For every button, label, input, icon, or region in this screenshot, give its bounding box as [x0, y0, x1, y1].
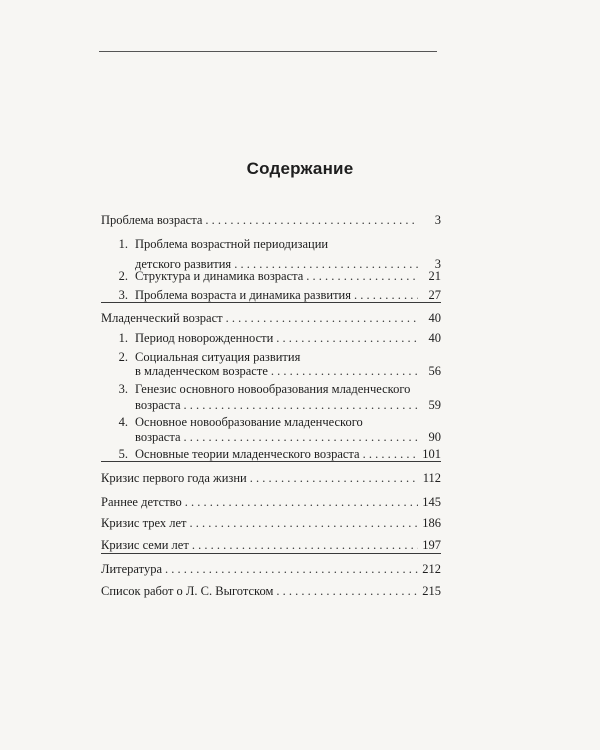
toc-page-number: 27 — [428, 288, 441, 302]
toc-page-number: 56 — [428, 364, 441, 378]
toc-entry-label-line1: Основное новообразование младенческого — [135, 415, 363, 429]
toc-page-number: 90 — [428, 430, 441, 444]
toc-page-number: 101 — [422, 447, 441, 461]
toc-entry-label: Структура и динамика возраста — [135, 269, 304, 283]
toc-subentry-genesis[interactable] — [110, 397, 441, 413]
toc-entry-seven-years-crisis[interactable] — [101, 537, 441, 553]
section-divider — [101, 461, 441, 462]
toc-entry-label: возраста — [135, 398, 181, 412]
toc-entry-label: Список работ о Л. С. Выготском — [101, 584, 274, 598]
toc-subentry-line1 — [110, 236, 328, 252]
toc-page-number: 40 — [428, 331, 441, 345]
toc-leader-dots — [205, 212, 418, 228]
toc-leader-dots — [189, 515, 418, 531]
toc-entry-number: 3. — [118, 288, 128, 302]
toc-entry-label: Кризис трех лет — [101, 516, 187, 530]
toc-page-number: 40 — [428, 311, 441, 325]
toc-entry-label: Период новорожденности — [135, 331, 274, 345]
toc-subentry-structure[interactable] — [110, 268, 441, 284]
toc-entry-label: Кризис первого года жизни — [101, 471, 247, 485]
toc-leader-dots — [250, 470, 418, 486]
toc-page-number: 59 — [428, 398, 441, 412]
toc-entry-label: детского развития — [135, 257, 232, 271]
toc-entry-label: Проблема возраста и динамика развития — [135, 288, 351, 302]
section-divider — [101, 553, 441, 554]
toc-entry-label: Кризис семи лет — [101, 538, 189, 552]
toc-entry-number: 2. — [118, 350, 128, 364]
toc-page-number: 21 — [428, 269, 441, 283]
toc-page-number: 186 — [422, 516, 441, 530]
toc-subentry-line1 — [110, 381, 410, 397]
toc-entry-infancy[interactable] — [101, 310, 441, 326]
toc-entry-number: 5. — [118, 447, 128, 461]
toc-entry-number: 1. — [118, 331, 128, 345]
toc-entry-literature[interactable] — [101, 561, 441, 577]
toc-leader-dots — [276, 583, 418, 599]
toc-entry-label: возраста — [135, 430, 181, 444]
toc-entry-label: Литература — [101, 562, 162, 576]
toc-subentry-theories[interactable] — [110, 446, 441, 462]
toc-entry-label: Проблема возраста — [101, 213, 203, 227]
toc-leader-dots — [363, 446, 418, 462]
toc-page-number: 3 — [434, 213, 441, 227]
toc-entry-problem-age[interactable] — [101, 212, 441, 228]
toc-leader-dots — [306, 268, 418, 284]
toc-entry-number: 3. — [118, 382, 128, 396]
toc-entry-label-line1: Проблема возрастной периодизации — [135, 237, 329, 251]
toc-leader-dots — [271, 363, 418, 379]
toc-leader-dots — [276, 330, 418, 346]
toc-leader-dots — [184, 429, 418, 445]
toc-subentry-line1 — [110, 414, 363, 430]
toc-leader-dots — [165, 561, 418, 577]
toc-entry-label: Младенческий возраст — [101, 311, 223, 325]
toc-entry-works-list[interactable] — [101, 583, 441, 599]
toc-leader-dots — [185, 494, 418, 510]
toc-page-number: 3 — [434, 257, 441, 271]
toc-leader-dots — [192, 537, 418, 553]
toc-entry-label: Основные теории младенческого возраста — [135, 447, 360, 461]
toc-entry-three-years-crisis[interactable] — [101, 515, 441, 531]
toc-page-number: 212 — [422, 562, 441, 576]
page-title: Содержание — [246, 159, 354, 178]
toc-entry-label: Раннее детство — [101, 495, 182, 509]
toc-entry-label: в младенческом возрасте — [135, 364, 268, 378]
toc-entry-label-line1: Социальная ситуация развития — [135, 350, 301, 364]
toc-entry-early-childhood[interactable] — [101, 494, 441, 510]
toc-page-number: 145 — [422, 495, 441, 509]
toc-subentry-main-neoformation[interactable] — [110, 429, 441, 445]
toc-entry-number: 2. — [118, 269, 128, 283]
toc-entry-label-line1: Генезис основного новообразования младенческого — [135, 382, 411, 396]
toc-entry-number: 1. — [118, 237, 128, 251]
toc-subentry-problem-dynamics[interactable] — [110, 287, 441, 303]
toc-entry-first-year-crisis[interactable] — [101, 470, 441, 486]
toc-subentry-social-situation[interactable] — [110, 363, 441, 379]
toc-leader-dots — [184, 397, 418, 413]
toc-page-number: 112 — [422, 471, 441, 485]
toc-subentry-newborn[interactable] — [110, 330, 441, 346]
toc-leader-dots — [226, 310, 418, 326]
toc-entry-number: 4. — [118, 415, 128, 429]
toc-leader-dots — [354, 287, 418, 303]
toc-page-number: 197 — [422, 538, 441, 552]
section-divider — [101, 302, 441, 303]
toc-page-number: 215 — [422, 584, 441, 598]
